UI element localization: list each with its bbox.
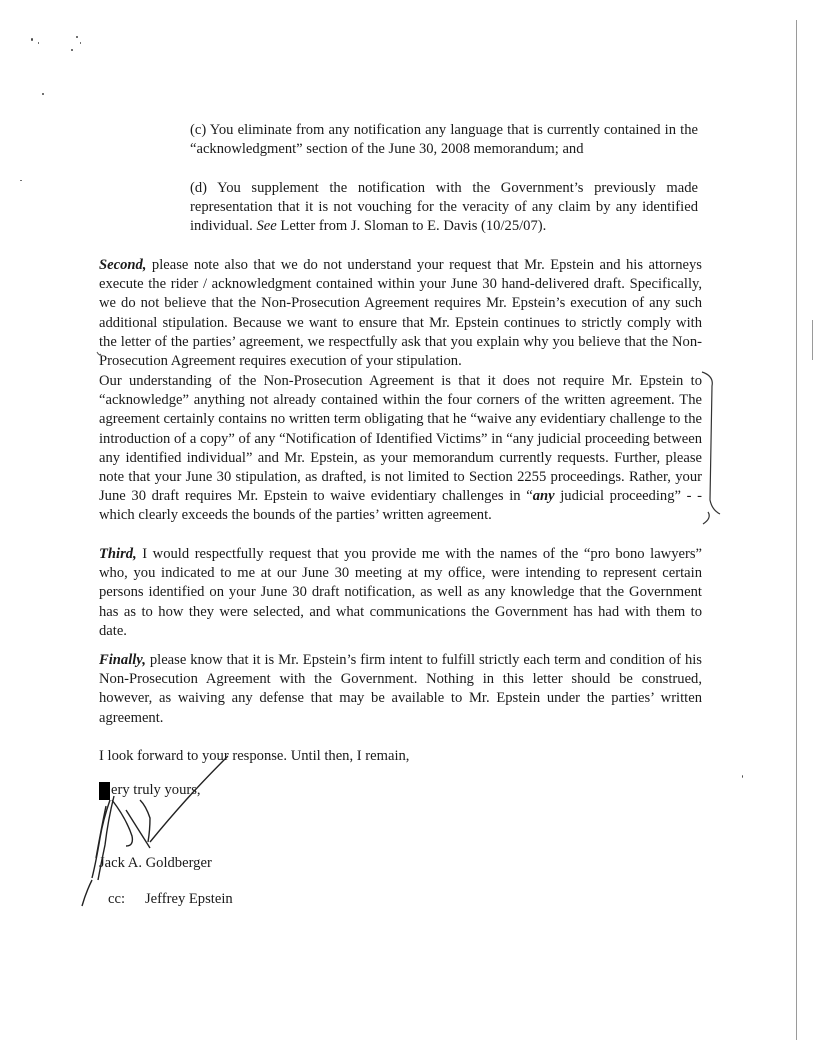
cc-label: cc: [108,891,126,907]
clause-d-cite: Letter from J. Sloman to E. Davis (10/25/07). [276,218,547,235]
margin-bracket-mark [702,372,720,514]
paragraph-third-lead: Third, [99,546,137,562]
paragraph-third-text: I would respectfully request that you provide me with the names of the “pro bono lawyers” who, you indicated to me at our June 30 meeting at my office, were intending to represent certain persons identified on your June 30 draft notification, as well as any knowledge that the Government has as to how they were selected, and what communications the Government has had with them to date. [99,546,702,639]
paragraph-second-lead: Second, [99,257,147,273]
margin-tick-mark [97,352,101,355]
signer-name: Jack A. Goldberger [99,855,212,871]
clause-d-see: See [256,218,277,235]
paragraph-forward-text: I look forward to your response. Until then, I remain, [99,748,410,764]
paragraph-finally-text: please know that it is Mr. Epstein’s firm intent to fulfill strictly each term and condition of his Non-Prosecution Agreement with the Government. Nothing in this letter should be construed, however, as waiving any defense that may be available to Mr. Epstein under the parties’ written agreement. [99,652,702,726]
paragraph-finally-lead: Finally, [99,652,146,668]
clause-c-text: (c) You eliminate from any notification any language that is currently contained in the “acknowledgment” section of the June 30, 2008 memorandum; and [190,122,698,158]
signature-scrawl [82,756,228,906]
paragraph-second-text: please note also that we do not understand your request that Mr. Epstein and his attorneys execute the rider / acknowledgment contained within your June 30 hand-delivered draft. Specifically, we do not believe that the Non-Prosecution Agreement requires Mr. Epstein’s execution of any such additional stipulation. Because we want to ensure that Mr. Epstein continues to strictly comply with the letter of the parties’ agreement, we respectfully ask that you explain why you believe that the Non-Prosecution Agreement requires execution of your stipulation. [99,257,702,370]
cc-name: Jeffrey Epstein [145,891,233,907]
clause-d-text: (d) You supplement the notification with the Government’s previously made representation that it is not vouching for the veracity of any claim by any identified individual. [190,180,698,235]
paragraph-understanding-tail: judicial proceeding” - - which clearly exceeds the bounds of the parties’ written agreement. [99,488,702,524]
paragraph-understanding-any: any [532,488,555,505]
margin-bracket-mark [703,512,709,524]
valediction: ery truly yours, [111,782,201,798]
paragraph-understanding-text: Our understanding of the Non-Prosecution Agreement is that it does not require Mr. Epstein to “acknowledge” anything not already contained within the four corners of the written agreement. The agreement certainly contains no written term obligating that he “waive any evidentiary challenge to the introduction of a copy” of any “Notification of Identified Victims” in “any judicial proceeding between any identified individual” and Mr. Epstein, as your memorandum currently requests. Further, please note that your June 30 stipulation, as drafted, is not limited to Section 2255 proceedings. Rather, your June 30 draft requires Mr. Epstein to waive evidentiary challenges in “ [99,373,702,505]
